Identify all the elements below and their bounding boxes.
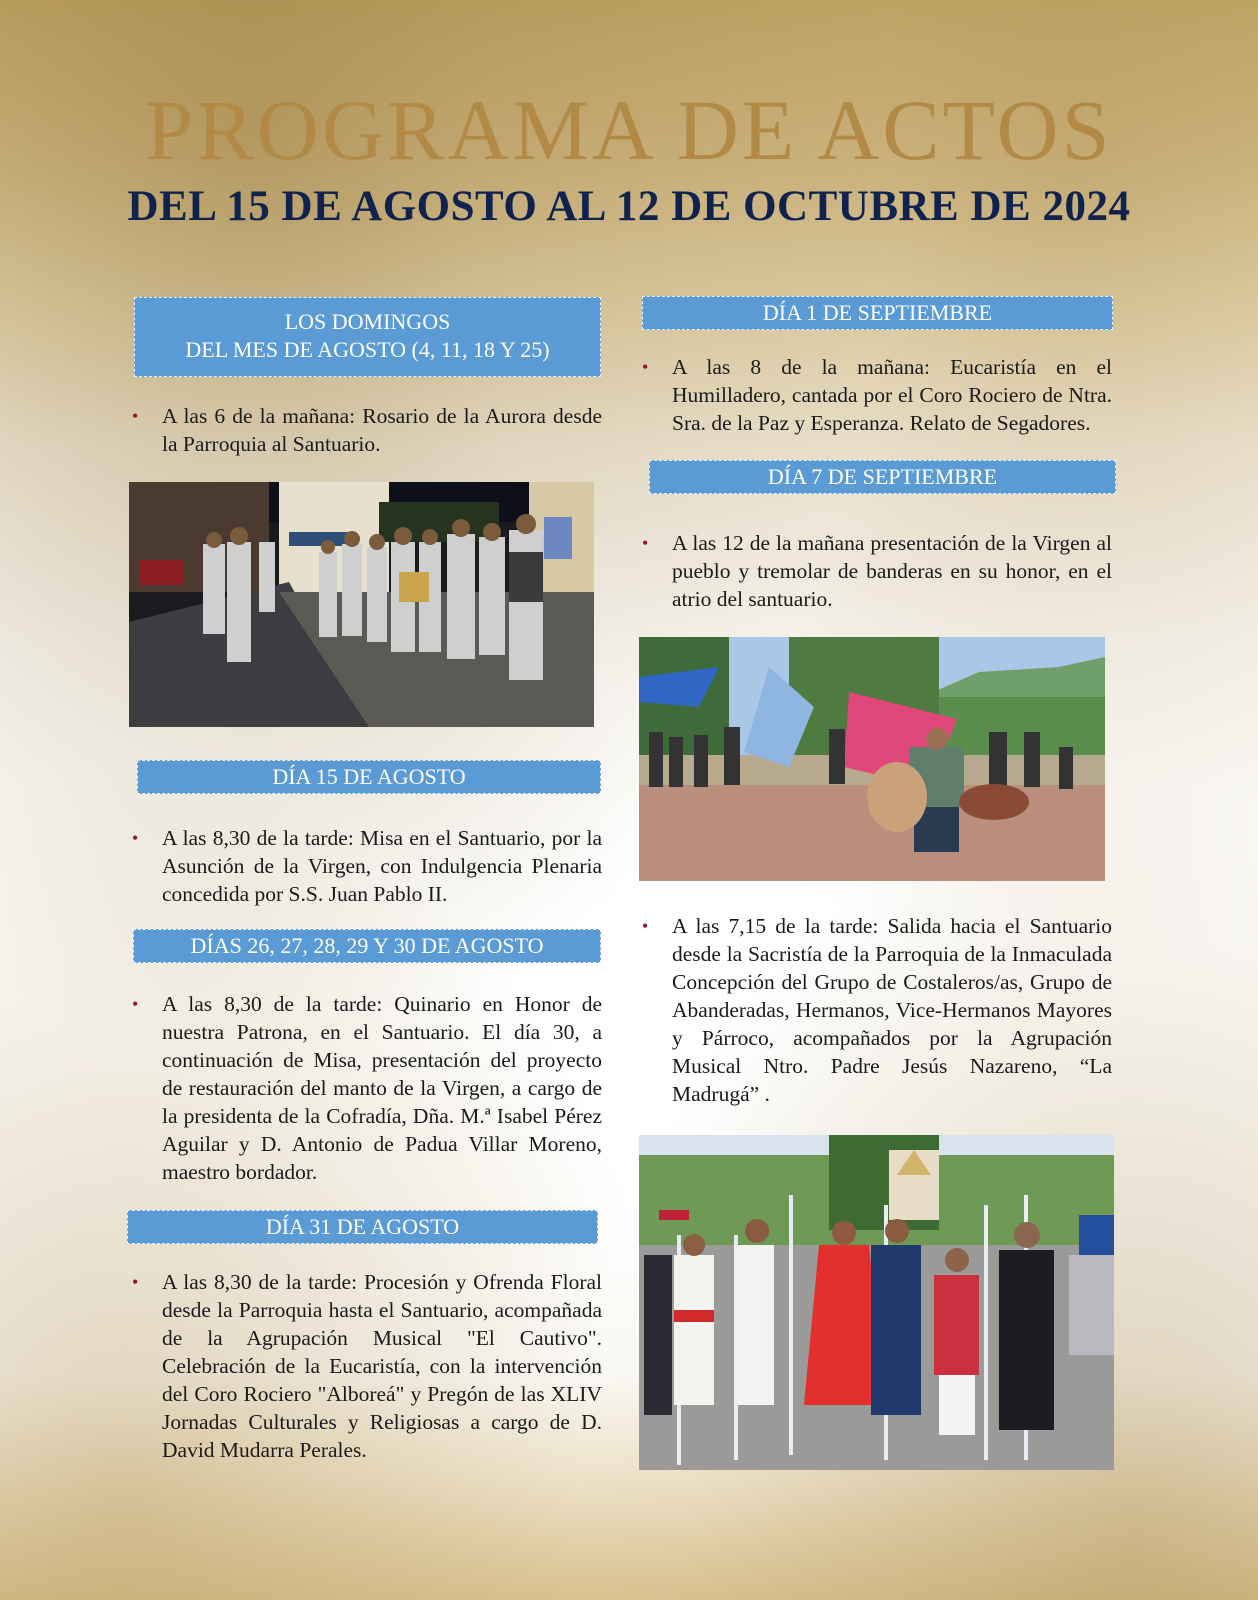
item-text: A las 7,15 de la tarde: Salida hacia el Santuario desde la Sacristía de la Parroquia de la Inmaculada Concepción del Grupo de Costaleros/as, Grupo de Abanderadas, Hermanos, Vice-Hermanos Mayores y Párroco, acompañados por la Agrupación Musical Ntro. Padre Jesús Nazareno, “La Madrugá” . — [672, 914, 1112, 1106]
item-text: A las 8,30 de la tarde: Misa en el Santuario, por la Asunción de la Virgen, con Indulgencia Plenaria concedida por S.S. Juan Pablo II. — [162, 826, 602, 906]
bullet-icon: • — [132, 994, 139, 1014]
photo-procesion — [639, 1135, 1114, 1470]
item-text: A las 6 de la mañana: Rosario de la Aurora desde la Parroquia al Santuario. — [162, 404, 602, 456]
item-text: A las 8 de la mañana: Eucaristía en el Humilladero, cantada por el Coro Rociero de Ntra. Sra. de la Paz y Esperanza. Relato de Segadores. — [672, 355, 1112, 435]
section-header-dia31 — [127, 1210, 598, 1244]
section-header-line: DÍA 31 DE AGOSTO — [265, 1214, 460, 1239]
list-item — [128, 990, 602, 1186]
list-item — [638, 353, 1112, 437]
section-header-sept7 — [649, 460, 1116, 494]
bullet-icon: • — [132, 1272, 139, 1292]
bullet-icon: • — [642, 357, 649, 377]
photo-rosario-aurora — [129, 482, 594, 727]
page-title: PROGRAMA DE ACTOS — [145, 82, 1113, 178]
bullet-icon: • — [132, 406, 139, 426]
section-header-quinario — [133, 929, 601, 963]
item-text: A las 8,30 de la tarde: Quinario en Honor de nuestra Patrona, en el Santuario. El día 30, a continuación de Misa, presentación del proyecto de restauración del manto de la Virgen, a cargo de la presidenta de la Cofradía, Dña. M.ª Isabel Pérez Aguilar y D. Antonio de Padua Villar Moreno, maestro bordador. — [162, 992, 602, 1184]
list-item — [638, 529, 1112, 613]
section-header-sept1 — [642, 296, 1113, 330]
section-header-line: DEL MES DE AGOSTO (4, 11, 18 Y 25) — [185, 337, 550, 362]
bullet-icon: • — [132, 828, 139, 848]
list-item — [128, 824, 602, 908]
bullet-icon: • — [642, 533, 649, 553]
section-header-line: DÍAS 26, 27, 28, 29 Y 30 DE AGOSTO — [190, 933, 544, 958]
section-header-domingos — [134, 297, 601, 377]
section-header-line: LOS DOMINGOS — [284, 309, 451, 334]
list-item — [638, 912, 1112, 1108]
page-subtitle: DEL 15 DE AGOSTO AL 12 DE OCTUBRE DE 2024 — [127, 183, 1131, 230]
section-header-line: DÍA 15 DE AGOSTO — [272, 764, 466, 789]
item-text: A las 8,30 de la tarde: Procesión y Ofrenda Floral desde la Parroquia hasta el Santuario, acompañada de la Agrupación Musical "El Cautivo". Celebración de la Eucaristía, con la intervención del Coro Rociero "Alboreá" y Pregón de las XLIV Jornadas Culturales y Religiosas a cargo de D. David Mudarra Perales. — [162, 1270, 602, 1462]
item-text: A las 12 de la mañana presentación de la Virgen al pueblo y tremolar de banderas en su honor, en el atrio del santuario. — [672, 531, 1112, 611]
section-header-dia15 — [137, 760, 601, 794]
section-header-line: DÍA 7 DE SEPTIEMBRE — [767, 464, 998, 489]
list-item — [128, 1268, 602, 1464]
list-item — [128, 402, 602, 458]
section-header-line: DÍA 1 DE SEPTIEMBRE — [762, 300, 993, 325]
bullet-icon: • — [642, 916, 649, 936]
photo-banderas — [639, 637, 1105, 881]
